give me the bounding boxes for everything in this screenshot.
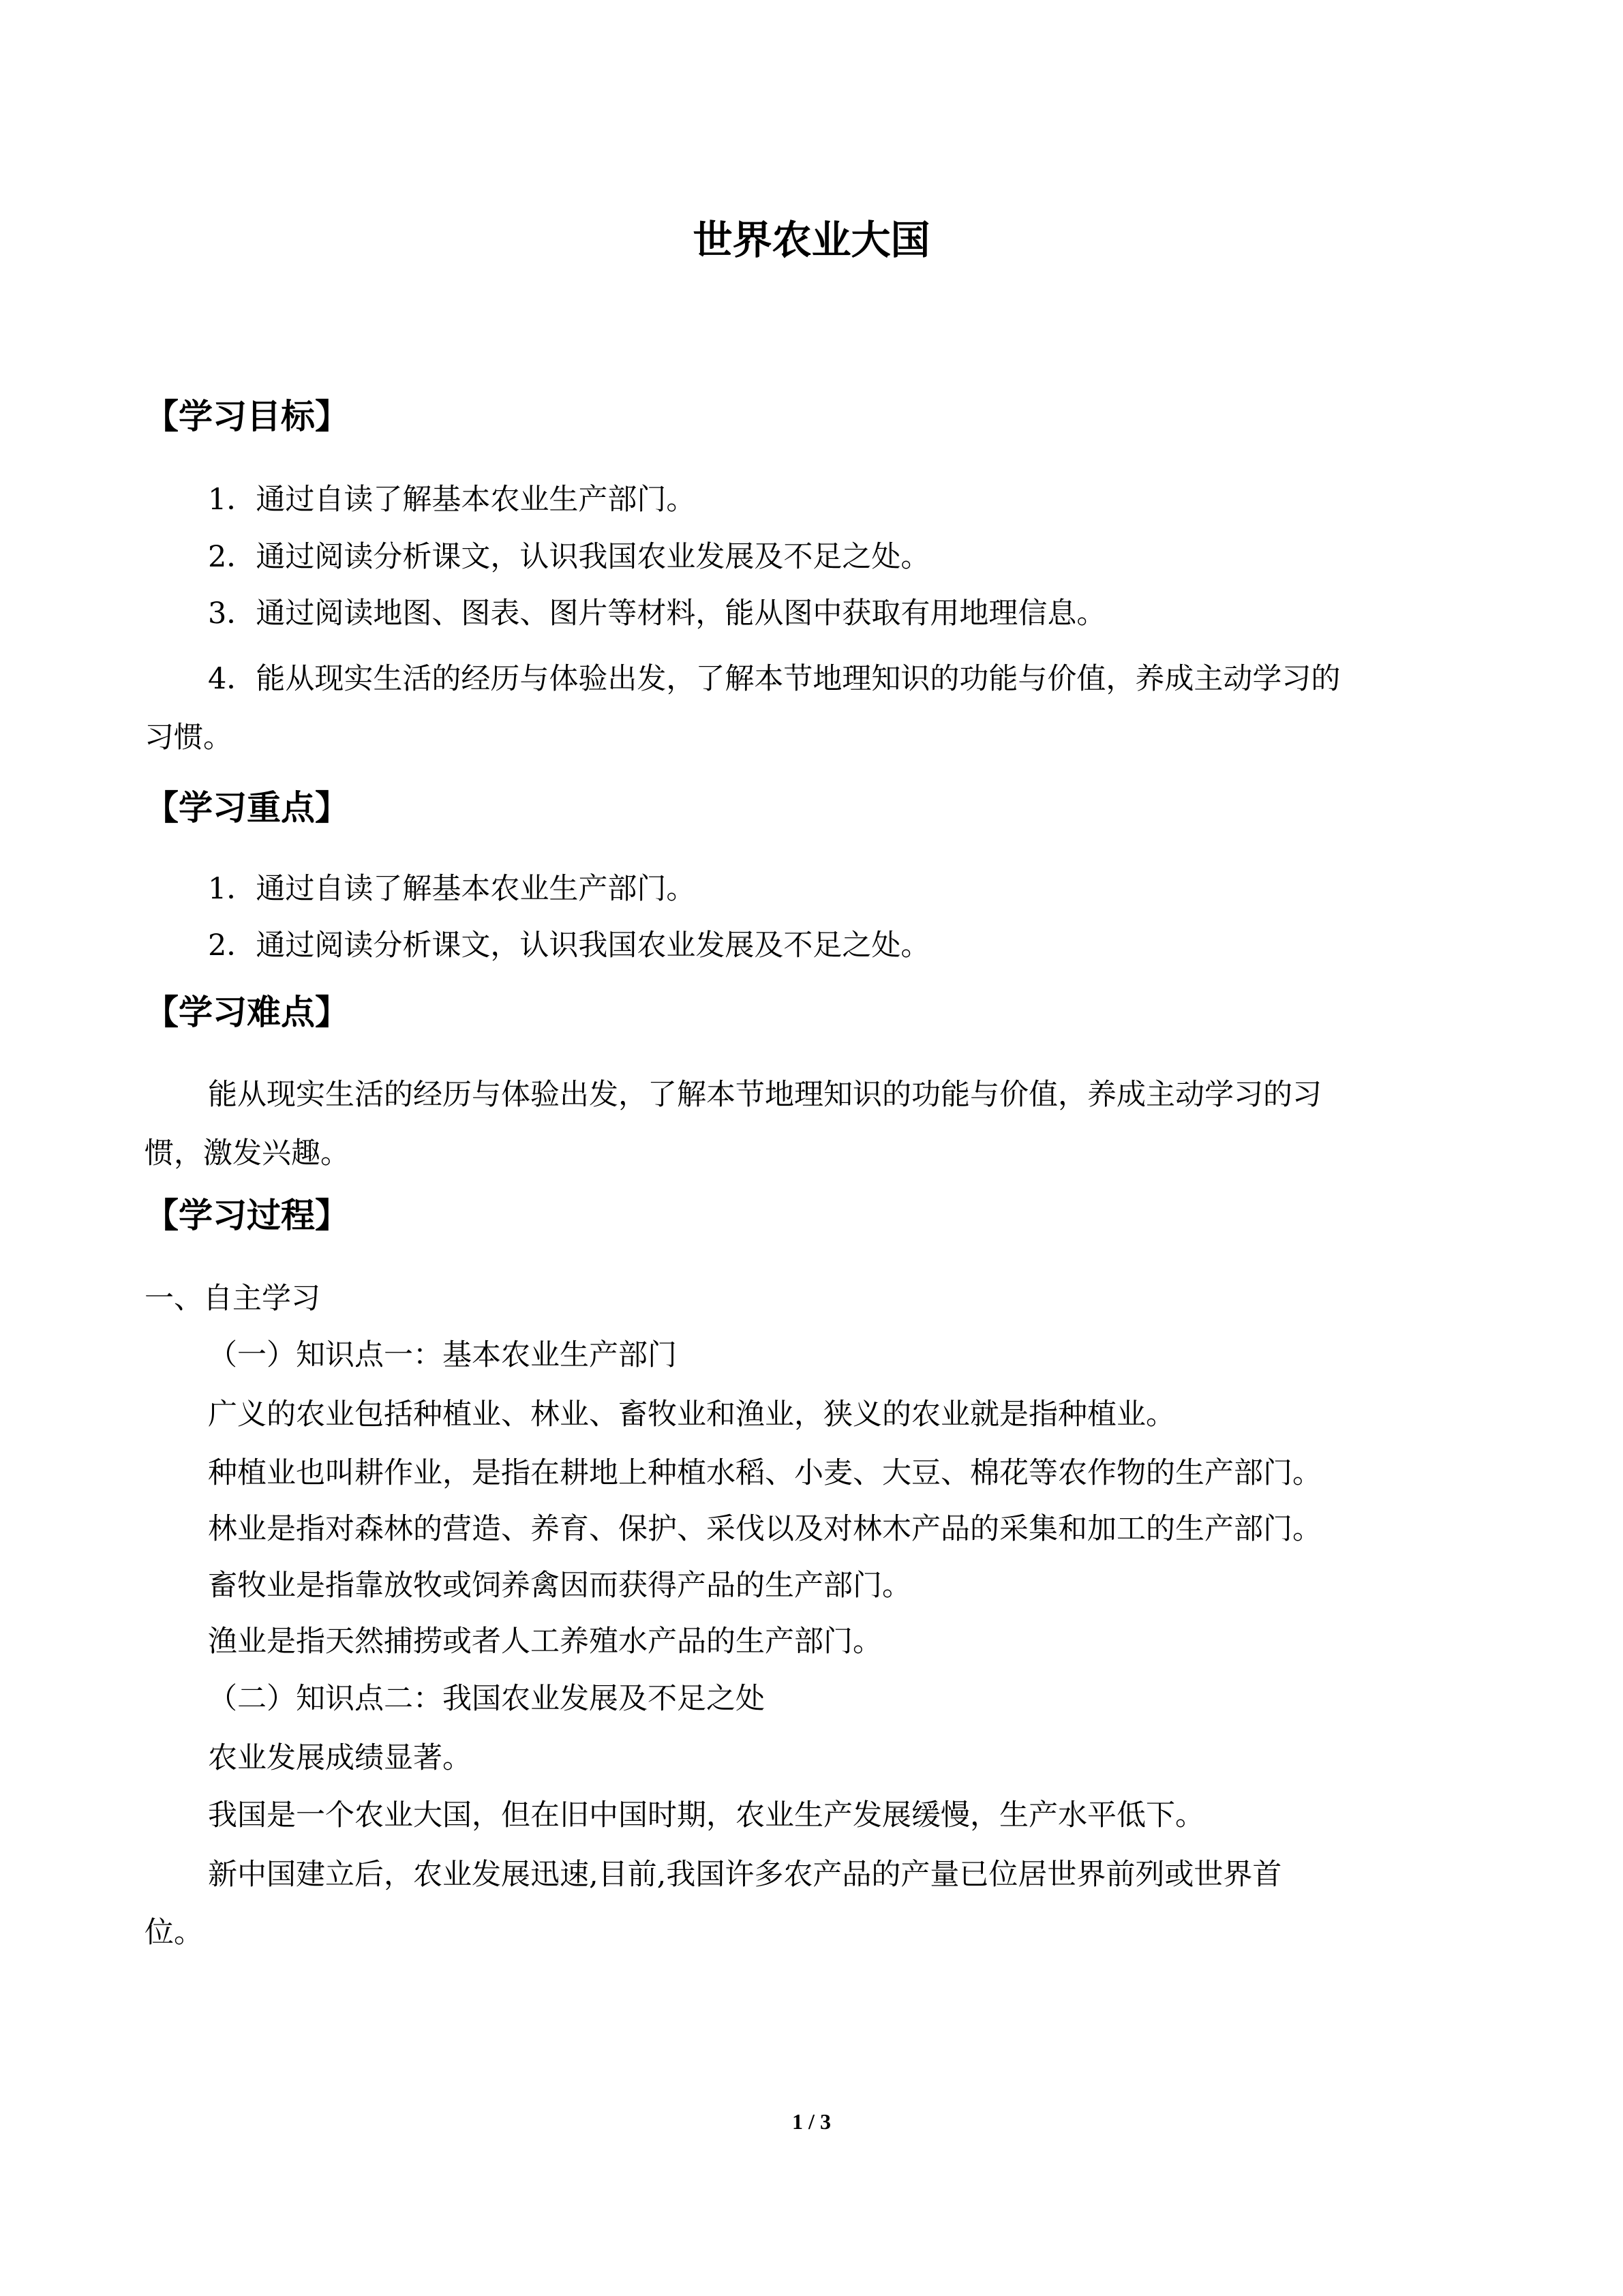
page-title: 世界农业大国 [693,217,930,263]
objective-item: 2．通过阅读分析课文，认识我国农业发展及不足之处。 [208,540,930,574]
knowledge-point-2-line: 农业发展成绩显著。 [208,1741,472,1775]
knowledge-point-2-heading: （二）知识点二：我国农业发展及不足之处 [208,1682,765,1716]
page-number: 1 / 3 [792,2109,831,2134]
objective-item: 4．能从现实生活的经历与体验出发，了解本节地理知识的功能与价值，养成主动学习的 [208,662,1341,696]
objective-item: 1．通过自读了解基本农业生产部门。 [208,483,696,517]
difficulty-text-continuation: 惯，激发兴趣。 [145,1136,350,1170]
knowledge-point-1-line: 广义的农业包括种植业、林业、畜牧业和渔业，狭义的农业就是指种植业。 [208,1398,1175,1432]
knowledge-point-1-heading: （一）知识点一：基本农业生产部门 [208,1338,677,1372]
section-heading-difficulties: 【学习难点】 [145,993,349,1032]
knowledge-point-2-line: 我国是一个农业大国，但在旧中国时期，农业生产发展缓慢，生产水平低下。 [208,1798,1204,1832]
difficulty-text: 能从现实生活的经历与体验出发，了解本节地理知识的功能与价值，养成主动学习的习 [208,1078,1322,1112]
section-heading-process: 【学习过程】 [145,1196,349,1235]
key-point-item: 1．通过自读了解基本农业生产部门。 [208,872,696,906]
section-heading-key-points: 【学习重点】 [145,788,349,828]
objective-item-continuation: 习惯。 [145,721,232,755]
knowledge-point-2-line: 新中国建立后，农业发展迅速,目前,我国许多农产品的产量已位居世界前列或世界首 [208,1858,1282,1892]
section-heading-objectives: 【学习目标】 [145,397,349,436]
knowledge-point-1-line: 种植业也叫耕作业，是指在耕地上种植水稻、小麦、大豆、棉花等农作物的生产部门。 [208,1456,1322,1490]
knowledge-point-1-line: 林业是指对森林的营造、养育、保护、采伐以及对林木产品的采集和加工的生产部门。 [208,1512,1322,1546]
knowledge-point-1-line: 畜牧业是指靠放牧或饲养禽因而获得产品的生产部门。 [208,1569,911,1603]
knowledge-point-1-line: 渔业是指天然捕捞或者人工养殖水产品的生产部门。 [208,1625,882,1659]
key-point-item: 2．通过阅读分析课文，认识我国农业发展及不足之处。 [208,928,930,963]
knowledge-point-2-line-continuation: 位。 [145,1916,203,1950]
process-part-heading: 一、自主学习 [145,1282,320,1316]
objective-item: 3．通过阅读地图、图表、图片等材料，能从图中获取有用地理信息。 [208,596,1106,631]
